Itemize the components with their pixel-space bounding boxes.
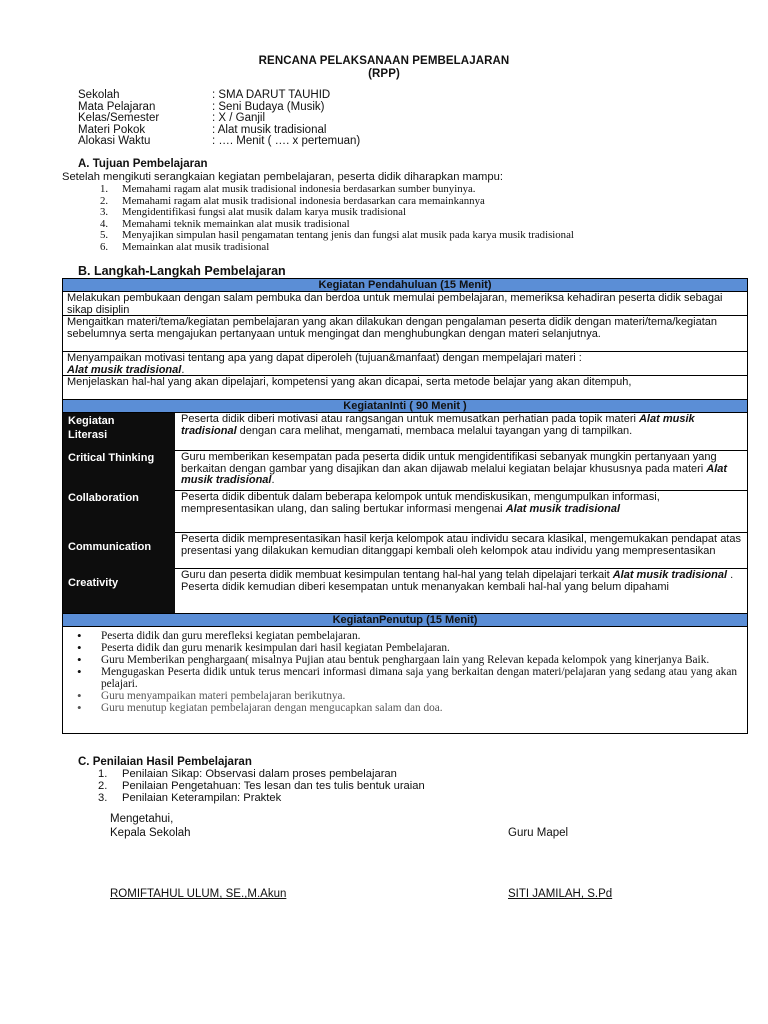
identity-value: : X / Ganjil <box>212 112 266 125</box>
section-b-heading: B. Langkah-Langkah Pembelajaran <box>78 264 286 278</box>
list-item: • Mengugaskan Peserta didik untuk terus mencari informasi dimana saja yang berkaitan dengan materi/pelajaran yang sedang atau yang akan pelajari. <box>101 666 737 690</box>
text: Guru memberikan kesempatan pada peserta didik untuk mengidentifikasi sebanyak mungkin pertanyaan yang berkaitan dengan gambar yang disajikan dan akan dijawab melalui kegiatan belajar khususnya pada materi <box>181 451 717 475</box>
item-number: 5. <box>100 229 109 242</box>
motivation-text: Menyampaikan motivasi tentang apa yang dapat diperoleh (tujuan&manfaat) dengan mempelajari materi : <box>67 352 582 364</box>
core-activities-header: KegiatanInti ( 90 Menit ) <box>63 400 747 413</box>
label-literasi-line1: Kegiatan <box>68 415 115 427</box>
identity-label: Alokasi Waktu <box>78 135 151 148</box>
topic: Alat musik tradisional <box>181 413 695 437</box>
label-collaboration: Collaboration <box>68 492 139 504</box>
item-number: 6. <box>100 240 109 253</box>
list-item: • Guru menyampaikan materi pembelajaran berikutnya. <box>101 690 737 702</box>
item-text: Memahami teknik memainkan alat musik tradisional <box>122 217 350 230</box>
document-title: RENCANA PELAKSANAAN PEMBELAJARAN <box>258 55 510 67</box>
list-item <box>98 768 425 780</box>
motivation-end: . <box>181 363 185 376</box>
teacher-name: SITI JAMILAH, S.Pd <box>508 888 613 900</box>
item-text: Penilaian Keterampilan: Praktek <box>122 792 282 804</box>
text: Peserta didik dibentuk dalam beberapa kelompok untuk mendiskusikan, mengumpulkan informasi, mempresentasikan ulang, dan saling bertukar informasi mengenai <box>181 491 660 515</box>
acknowledgement-label: Mengetahui, <box>110 813 174 825</box>
core-activities <box>63 413 747 614</box>
item-text: Menyajikan simpulan hasil pengamatan tentang jenis dan fungsi alat musik pada karya musik tradisional <box>122 229 574 242</box>
item-text: Memahami ragam alat musik tradisional indonesia berdasarkan cara memainkannya <box>122 194 485 207</box>
identity-value: : Seni Budaya (Musik) <box>212 100 325 113</box>
section-c-heading: C. Penilaian Hasil Pembelajaran <box>78 756 252 768</box>
motivation-topic: Alat musik tradisional <box>67 363 182 376</box>
list-item: • Guru menutup kegiatan pembelajaran dengan mengucapkan salam dan doa. <box>101 702 737 714</box>
intro-activity-row: Mengaitkan materi/tema/kegiatan pembelajaran yang akan dilakukan dengan pengalaman peserta didik dengan materi/tema/kegiatan sebelumnya serta mengajukan pertanyaan untuk mengingat dan menghubungkan dengan materi selanjutnya. <box>63 316 747 352</box>
critical-thinking-description <box>175 451 747 491</box>
item-number: 2. <box>100 194 109 207</box>
intro-activities-header: Kegiatan Pendahuluan (15 Menit) <box>63 279 747 292</box>
section-a-intro: Setelah mengikuti serangkaian kegiatan pembelajaran, peserta didik diharapkan mampu: <box>62 171 503 183</box>
activities-table <box>62 278 748 734</box>
section-a-heading: A. Tujuan Pembelajaran <box>78 158 208 170</box>
intro-activity-row: Melakukan pembukaan dengan salam pembuka dan berdoa untuk memulai pembelajaran, memeriksa kehadiran peserta didik sebagai sikap disiplin <box>63 292 747 316</box>
text: . <box>271 474 275 487</box>
closing-activities-header: KegiatanPenutup (15 Menit) <box>63 614 747 627</box>
item-number: 4. <box>100 217 109 230</box>
identity-label: Sekolah <box>78 89 120 101</box>
communication-description: Peserta didik mempresentasikan hasil kerja kelompok atau individu secara klasikal, mengemukakan pendapat atas presentasi yang dilakukan kemudian ditanggapi kembali oleh kelompok atau individu yang mempresentasikan <box>175 533 747 569</box>
identity-label: Materi Pokok <box>78 123 146 136</box>
list-item <box>100 242 574 254</box>
item-number: 1. <box>100 183 109 195</box>
teacher-role: Guru Mapel <box>508 827 569 839</box>
list-item: • Guru Memberikan penghargaan( misalnya Pujian atau bentuk penghargaan lain yang Relevan kepada kelompok yang kinerjanya Baik. <box>101 654 737 666</box>
topic: Alat musik tradisional <box>181 462 728 487</box>
intro-activity-row: Menjelaskan hal-hal yang akan dipelajari, kompetensi yang akan dicapai, serta metode belajar yang akan ditempuh, <box>63 376 747 400</box>
label-creativity: Creativity <box>68 577 119 589</box>
identity-value: : …. Menit ( …. x pertemuan) <box>212 135 361 148</box>
item-text: Mengidentifikasi fungsi alat musik dalam karya musik tradisional <box>122 206 406 219</box>
assessment-list <box>98 768 425 804</box>
collaboration-description <box>175 491 747 533</box>
item-text: Memainkan alat musik tradisional <box>122 240 270 253</box>
item-number: 2. <box>98 780 108 792</box>
identity-label: Kelas/Semester <box>78 112 160 125</box>
text: dengan cara melihat, mengamati, membaca melalui tayangan yang di tampilkan. <box>236 424 633 437</box>
objectives-list <box>100 184 574 254</box>
item-text: Penilaian Pengetahuan: Tes lesan dan tes tulis bentuk uraian <box>122 780 425 792</box>
creativity-description <box>175 569 747 613</box>
principal-name: ROMIFTAHUL ULUM, SE.,M.Akun <box>110 888 287 900</box>
topic: Alat musik tradisional <box>612 569 728 581</box>
principal-role: Kepala Sekolah <box>110 827 191 839</box>
list-item: • Peserta didik dan guru menarik kesimpulan dari hasil kegiatan Pembelajaran. <box>101 642 737 654</box>
item-text: Memahami ragam alat musik tradisional indonesia berdasarkan sumber bunyinya. <box>122 183 476 195</box>
core-descriptions-column <box>175 413 747 613</box>
text: . Peserta didik kemudian diberi kesempatan untuk menanyakan kembali hal-hal yang belum dipahami <box>181 569 734 593</box>
label-communication: Communication <box>68 541 152 553</box>
list-item <box>98 780 425 792</box>
identity-block <box>78 90 360 148</box>
document-subtitle: (RPP) <box>368 68 400 80</box>
text: Peserta didik diberi motivasi atau rangsangan untuk memusatkan perhatian pada topik materi <box>181 413 639 425</box>
identity-row <box>78 90 360 102</box>
closing-activities-list <box>63 627 747 733</box>
identity-row <box>78 136 360 148</box>
identity-value: : SMA DARUT TAUHID <box>212 89 331 101</box>
identity-value: : Alat musik tradisional <box>212 123 327 136</box>
intro-activity-row <box>63 352 747 376</box>
label-critical-thinking: Critical Thinking <box>68 452 155 464</box>
item-text: Penilaian Sikap: Observasi dalam proses pembelajaran <box>122 768 397 780</box>
core-labels-column <box>63 413 175 613</box>
list-item <box>98 792 425 804</box>
item-number: 3. <box>100 206 109 219</box>
item-number: 3. <box>98 792 108 804</box>
list-item <box>100 184 574 196</box>
literasi-description <box>175 413 747 451</box>
item-number: 1. <box>98 768 108 780</box>
identity-label: Mata Pelajaran <box>78 100 156 113</box>
text: Guru dan peserta didik membuat kesimpulan tentang hal-hal yang telah dipelajari terkait <box>181 569 613 581</box>
label-literasi-line2: Literasi <box>68 429 108 441</box>
list-item: • Peserta didik dan guru merefleksi kegiatan pembelajaran. <box>101 630 737 642</box>
topic: Alat musik tradisional <box>505 502 620 515</box>
